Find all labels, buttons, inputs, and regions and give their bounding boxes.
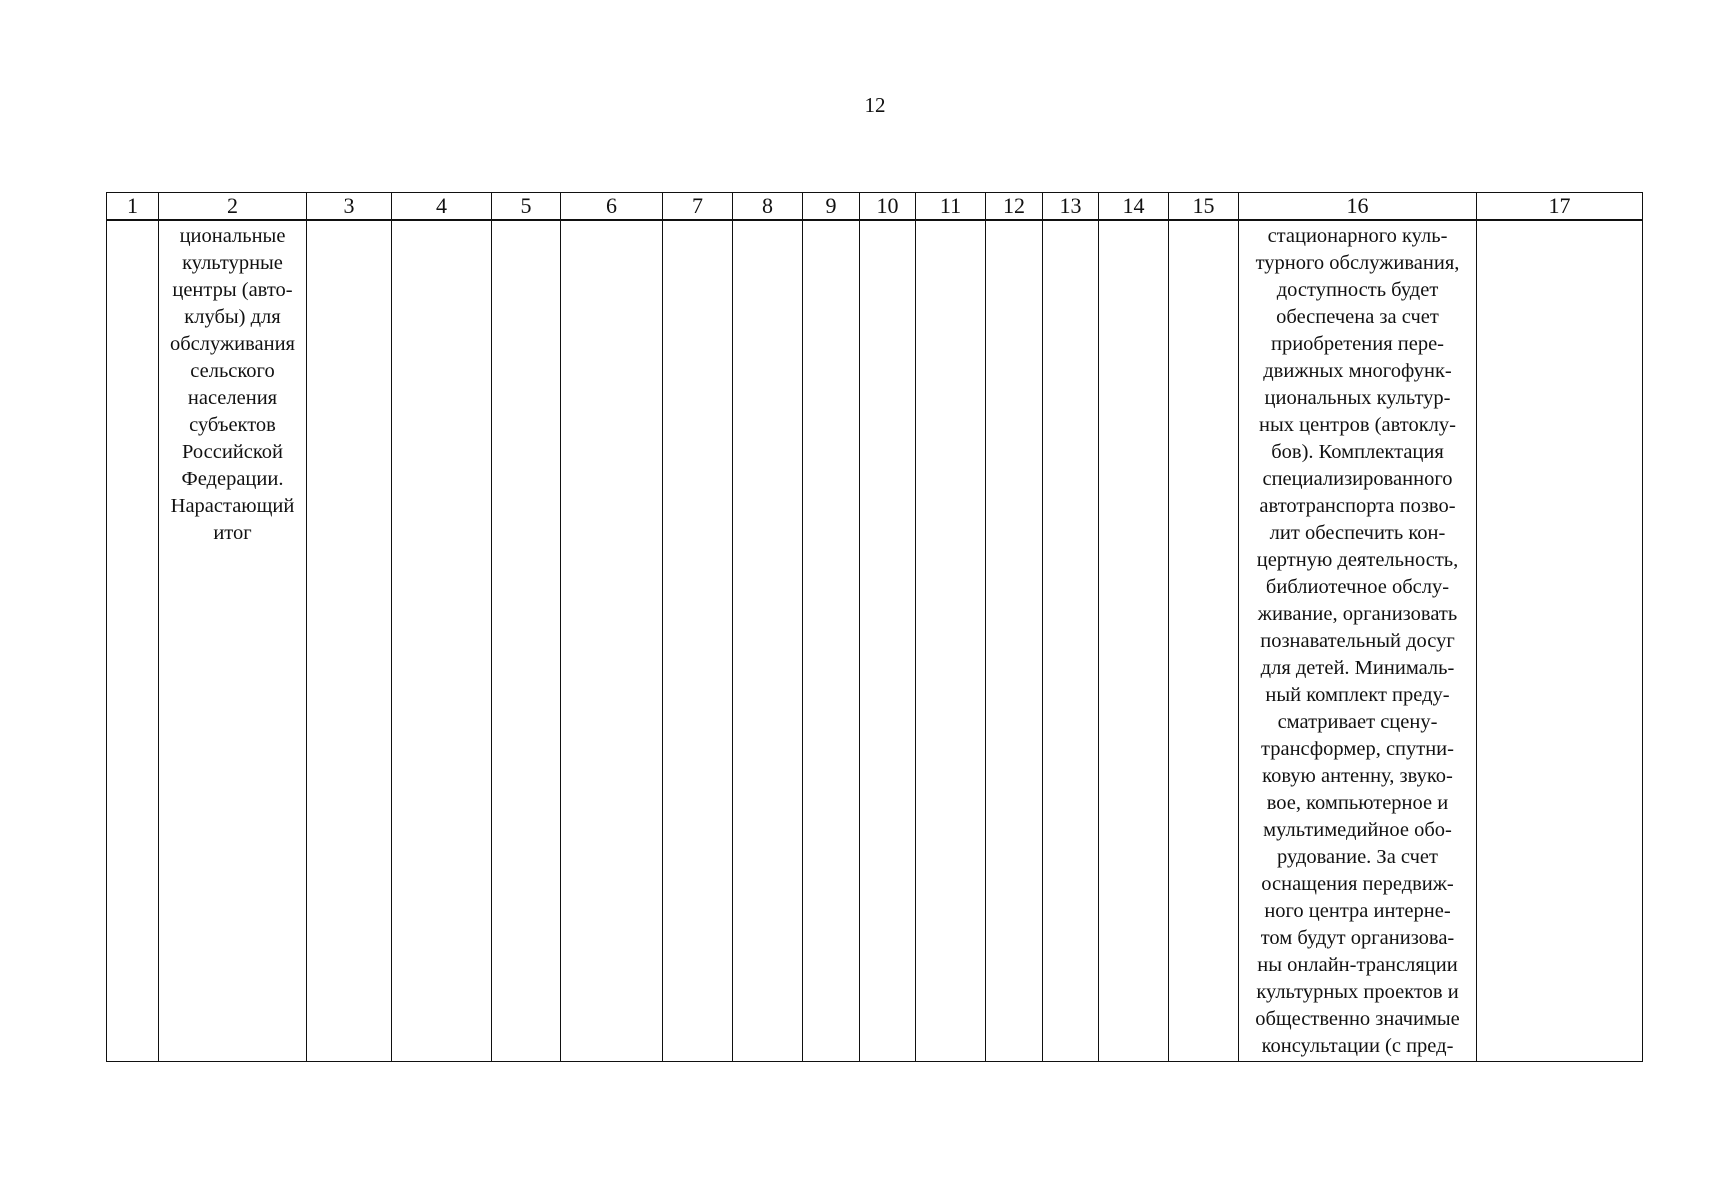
header-cell: 10	[860, 193, 916, 221]
cell-col-4	[392, 220, 492, 1062]
header-cell: 13	[1043, 193, 1099, 221]
header-cell: 17	[1477, 193, 1643, 221]
cell-col-12	[986, 220, 1043, 1062]
cell-col-6	[561, 220, 663, 1062]
header-row	[107, 193, 1643, 221]
text-line: обеспечена за счет	[1276, 306, 1439, 328]
cell-col-17	[1477, 220, 1643, 1062]
text-line: ного центра интерне-	[1264, 900, 1451, 922]
header-cell: 9	[803, 193, 860, 221]
header-cell: 2	[159, 193, 307, 221]
cell-col-11	[916, 220, 986, 1062]
table-row	[107, 220, 1643, 1062]
text-line: ковую антенну, звуко-	[1262, 765, 1453, 787]
text-line: для детей. Минималь-	[1260, 657, 1455, 679]
cell-col-10	[860, 220, 916, 1062]
text-line: ны онлайн-трансляции	[1257, 954, 1458, 976]
text-line: движных многофунк-	[1263, 360, 1452, 382]
cell-col-2	[159, 220, 307, 1062]
cell-col-7	[663, 220, 733, 1062]
cell-col-9	[803, 220, 860, 1062]
text-line: культурных проектов и	[1256, 981, 1459, 1003]
text-line: лит обеспечить кон-	[1269, 522, 1446, 544]
header-cell: 15	[1169, 193, 1239, 221]
text-line: сматривает сцену-	[1277, 711, 1438, 733]
text-line: итог	[213, 522, 252, 544]
header-cell: 11	[916, 193, 986, 221]
text-line: населения	[187, 387, 278, 409]
header-cell: 4	[392, 193, 492, 221]
text-line: обслуживания	[169, 333, 295, 355]
text-line: циональных культур-	[1264, 387, 1451, 409]
cell-col-15	[1169, 220, 1239, 1062]
cell-col-13	[1043, 220, 1099, 1062]
text-line: библиотечное обслу-	[1265, 576, 1450, 598]
text-line: вое, компьютерное и	[1266, 792, 1449, 814]
text-line: турного обслуживания,	[1255, 252, 1460, 274]
text-line: том будут организова-	[1260, 927, 1455, 949]
col2-text	[159, 221, 306, 547]
text-line: клубы) для	[184, 306, 281, 328]
cell-col-1	[107, 220, 159, 1062]
text-line: автотранспорта позво-	[1259, 495, 1456, 517]
page-number: 12	[864, 93, 886, 117]
text-line: ных центров (автоклу-	[1259, 414, 1456, 436]
header-cell: 1	[107, 193, 159, 221]
header-cell: 6	[561, 193, 663, 221]
text-line: субъектов	[189, 414, 276, 436]
cell-col-14	[1099, 220, 1169, 1062]
text-line: рудование. За счет	[1277, 846, 1438, 868]
header-cell: 7	[663, 193, 733, 221]
text-line: доступность будет	[1276, 279, 1439, 301]
header-cell: 16	[1239, 193, 1477, 221]
text-line: культурные	[182, 252, 283, 274]
text-line: оснащения передвиж-	[1261, 873, 1454, 895]
text-line: циональные	[179, 225, 286, 247]
text-line: мультимедийное обо-	[1263, 819, 1452, 841]
cell-col-8	[733, 220, 803, 1062]
text-line: стационарного куль-	[1267, 225, 1448, 247]
text-line: сельского	[190, 360, 275, 382]
cell-col-5	[492, 220, 561, 1062]
text-line: трансформер, спутни-	[1261, 738, 1454, 760]
text-line: познавательный досуг	[1260, 630, 1455, 652]
text-line: Российской	[181, 441, 284, 463]
text-line: приобретения пере-	[1270, 333, 1445, 355]
text-line: цертную деятельность,	[1256, 549, 1459, 571]
header-cell: 3	[307, 193, 392, 221]
text-line: Федерации.	[181, 468, 284, 490]
text-line: бов). Комплектация	[1271, 441, 1444, 463]
data-table	[106, 192, 1643, 1062]
header-cell: 12	[986, 193, 1043, 221]
cell-col-3	[307, 220, 392, 1062]
text-line: центры (авто-	[172, 279, 293, 301]
text-line: специализированного	[1262, 468, 1453, 490]
text-line: живание, организовать	[1257, 603, 1458, 625]
col16-text	[1239, 221, 1476, 1060]
header-cell: 5	[492, 193, 561, 221]
text-line: Нарастающий	[170, 495, 295, 517]
text-line: консультации (с пред-	[1261, 1035, 1454, 1057]
header-cell: 8	[733, 193, 803, 221]
cell-col-16	[1239, 220, 1477, 1062]
header-cell: 14	[1099, 193, 1169, 221]
text-line: ный комплект преду-	[1265, 684, 1450, 706]
text-line: общественно значимые	[1255, 1008, 1460, 1030]
